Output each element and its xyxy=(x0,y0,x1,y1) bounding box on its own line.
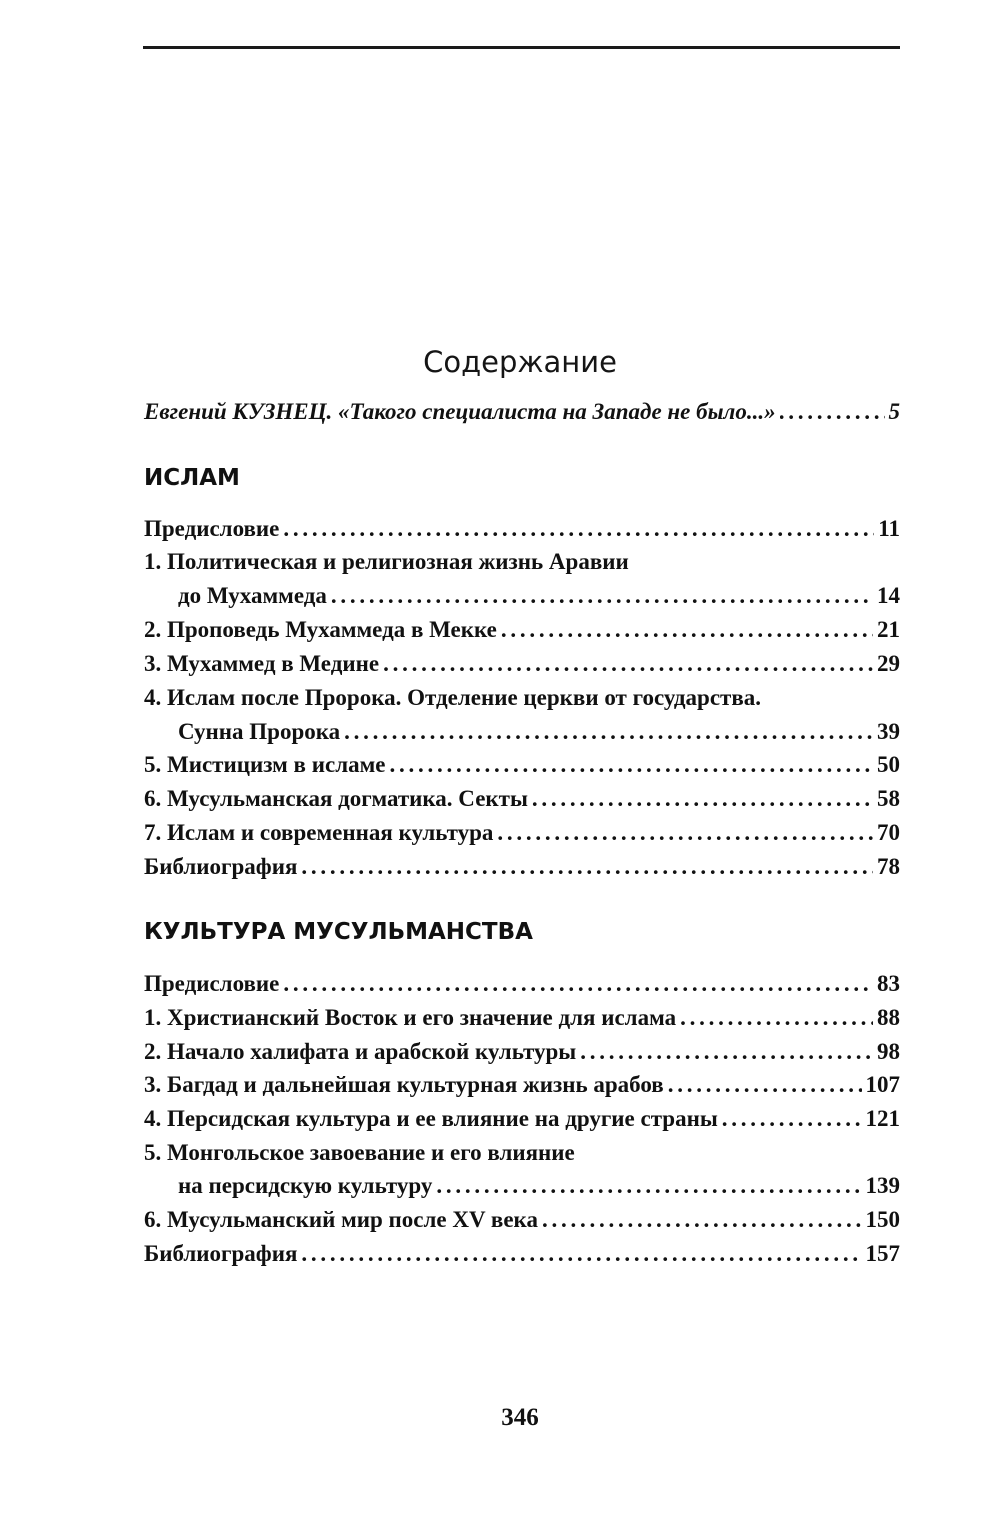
toc-entry-label: 2. Проповедь Мухаммеда в Мекке xyxy=(144,617,497,642)
section-heading-culture: КУЛЬТУРА МУСУЛЬМАНСТВА xyxy=(144,919,533,945)
dot-leader xyxy=(722,1104,862,1134)
dot-leader xyxy=(436,1171,861,1201)
toc-page-number: 58 xyxy=(877,786,900,811)
header-rule xyxy=(143,46,900,49)
toc-page-number: 11 xyxy=(878,516,900,541)
toc-entry[interactable] xyxy=(144,1239,900,1269)
toc-entry-label: Библиография xyxy=(144,854,298,879)
toc-entry[interactable] xyxy=(178,581,900,611)
toc-page-number: 98 xyxy=(877,1039,900,1064)
dot-leader xyxy=(668,1070,862,1100)
toc-page-number: 14 xyxy=(877,583,900,608)
toc-page-number: 50 xyxy=(877,752,900,777)
toc-entry[interactable] xyxy=(144,852,900,882)
toc-entry-label: 5. Мистицизм в исламе xyxy=(144,752,386,777)
toc-page-number: 157 xyxy=(865,1241,900,1266)
page-number: 346 xyxy=(501,1404,539,1431)
toc-page-number: 21 xyxy=(877,617,900,642)
toc-entry[interactable] xyxy=(144,649,900,679)
dot-leader xyxy=(301,1239,861,1269)
toc-page-number: 29 xyxy=(877,651,900,676)
dot-leader xyxy=(344,717,873,747)
toc-page-number: 78 xyxy=(877,854,900,879)
toc-entry-label: Предисловие xyxy=(144,516,280,541)
toc-entry-label: 6. Мусульманская догматика. Секты xyxy=(144,786,528,811)
toc-entry[interactable] xyxy=(144,615,900,645)
dot-leader xyxy=(780,397,885,427)
toc-page-number: 70 xyxy=(877,820,900,845)
page-title: Содержание xyxy=(423,345,617,380)
dot-leader xyxy=(501,615,873,645)
toc-entry-label: Предисловие xyxy=(144,971,280,996)
dot-leader xyxy=(331,581,873,611)
dot-leader xyxy=(283,514,874,544)
toc-entry-label: 7. Ислам и современная культура xyxy=(144,820,494,845)
toc-entry-label: Сунна Пророка xyxy=(178,719,341,744)
toc-entry[interactable] xyxy=(144,1037,900,1067)
toc-entry-label: 4. Персидская культура и ее влияние на другие страны xyxy=(144,1106,718,1131)
section-heading-islam: ИСЛАМ xyxy=(144,465,240,491)
toc-entry[interactable] xyxy=(144,969,900,999)
toc-entry[interactable] xyxy=(178,717,900,747)
toc-page-number: 83 xyxy=(877,971,900,996)
toc-entry-label: 6. Мусульманский мир после XV века xyxy=(144,1207,538,1232)
dot-leader xyxy=(301,852,873,882)
dot-leader xyxy=(497,818,873,848)
dot-leader xyxy=(542,1205,862,1235)
toc-page-number: 88 xyxy=(877,1005,900,1030)
toc-entry-intro[interactable] xyxy=(144,397,900,427)
toc-entry-label: 1. Христианский Восток и его значение для ислама xyxy=(144,1005,677,1030)
toc-page-number: 5 xyxy=(888,399,900,424)
dot-leader xyxy=(532,784,873,814)
toc-entry-label: Евгений КУЗНЕЦ. «Такого специалиста на Западе не было...» xyxy=(144,399,776,424)
toc-entry[interactable] xyxy=(144,1104,900,1134)
toc-entry-label: Библиография xyxy=(144,1241,298,1266)
toc-entry-label: 3. Мухаммед в Медине xyxy=(144,651,380,676)
dot-leader xyxy=(283,969,873,999)
toc-entry[interactable] xyxy=(144,818,900,848)
toc-entry[interactable] xyxy=(144,1205,900,1235)
toc-page-number: 39 xyxy=(877,719,900,744)
toc-entry-label: на персидскую культуру xyxy=(178,1173,433,1198)
toc-entry-label: 3. Багдад и дальнейшая культурная жизнь арабов xyxy=(144,1072,664,1097)
toc-entry-label[interactable]: 4. Ислам после Пророка. Отделение церкви от государства. xyxy=(144,685,762,710)
toc-entry-label: 2. Начало халифата и арабской культуры xyxy=(144,1039,577,1064)
toc-page-number: 121 xyxy=(865,1106,900,1131)
toc-entry[interactable] xyxy=(144,750,900,780)
dot-leader xyxy=(580,1037,873,1067)
toc-entry[interactable] xyxy=(178,1171,900,1201)
dot-leader xyxy=(383,649,873,679)
toc-entry-label[interactable]: 5. Монгольское завоевание и его влияние xyxy=(144,1140,575,1165)
toc-page-number: 107 xyxy=(865,1072,900,1097)
toc-entry[interactable] xyxy=(144,1070,900,1100)
toc-entry-label[interactable]: 1. Политическая и религиозная жизнь Аравии xyxy=(144,549,629,574)
toc-entry-label: до Мухаммеда xyxy=(178,583,327,608)
dot-leader xyxy=(680,1003,873,1033)
toc-page-number: 139 xyxy=(865,1173,900,1198)
toc-entry[interactable] xyxy=(144,784,900,814)
toc-entry[interactable] xyxy=(144,514,900,544)
toc-entry[interactable] xyxy=(144,1003,900,1033)
toc-page-number: 150 xyxy=(865,1207,900,1232)
dot-leader xyxy=(389,750,873,780)
